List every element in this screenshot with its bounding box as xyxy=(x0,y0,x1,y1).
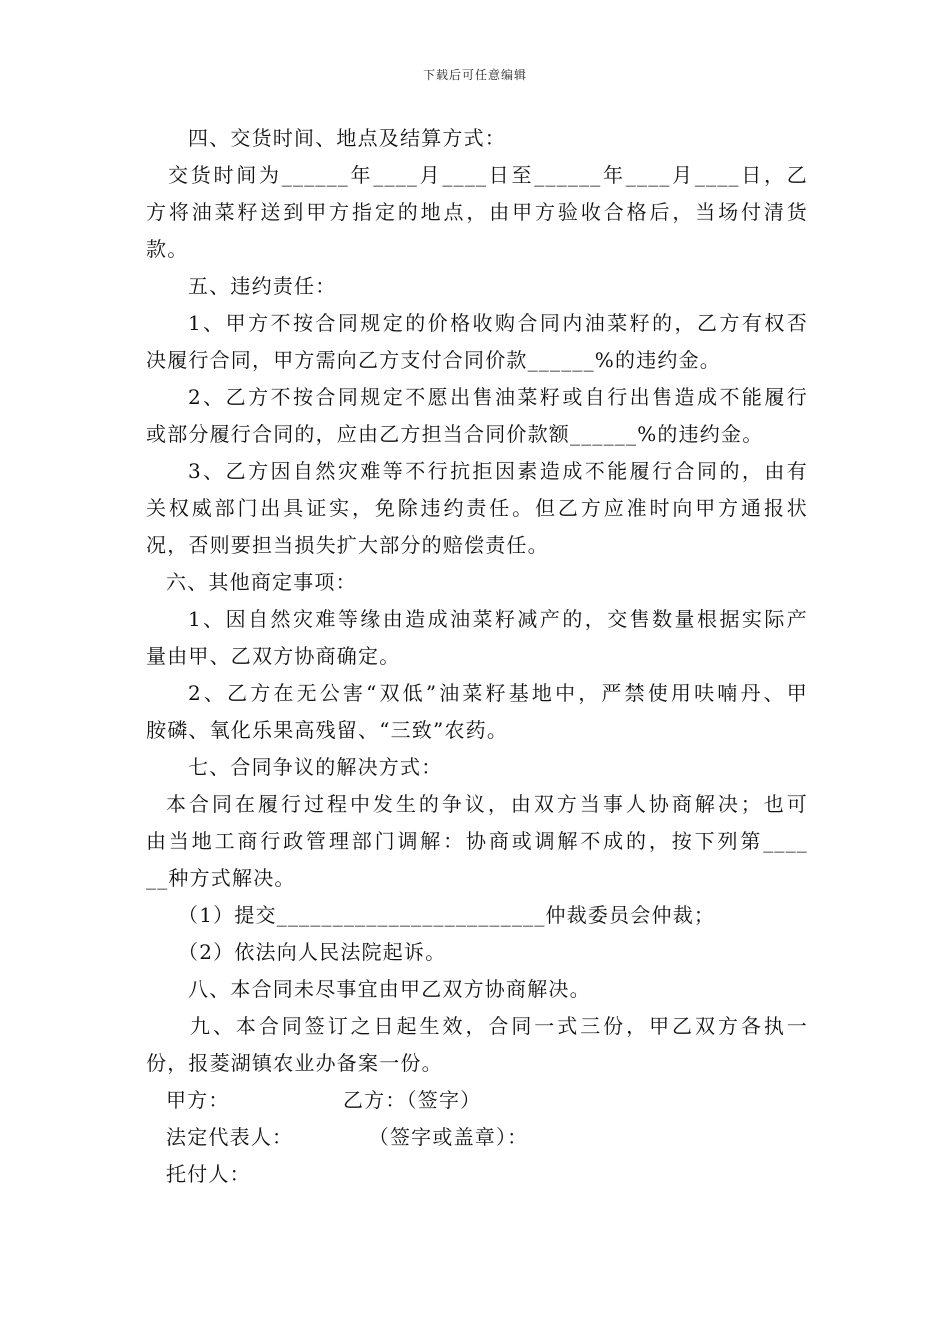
section-5-heading: 五、违约责任： xyxy=(188,274,337,298)
paragraph-line: 1、甲方不按合同规定的价格收购合同内油菜籽的，乙方有权否 xyxy=(188,311,808,335)
paragraph-line: 关权威部门出具证实，免除违约责任。但乙方应准时向甲方通报状 xyxy=(146,496,808,520)
paragraph-line: （1）提交________________________仲裁委员会仲裁； xyxy=(178,903,716,927)
paragraph-line: 由当地工商行政管理部门调解：协商或调解不成的，按下列第____ xyxy=(146,829,808,853)
paragraph-line: 2、乙方在无公害“双低”油菜籽基地中，严禁使用呋喃丹、甲 xyxy=(188,681,808,705)
paragraph-line: 本合同在履行过程中发生的争议，由双方当事人协商解决；也可 xyxy=(166,792,808,816)
paragraph-line: 款。 xyxy=(146,237,189,261)
paragraph-line: 方将油菜籽送到甲方指定的地点，由甲方验收合格后，当场付清货 xyxy=(146,200,808,224)
signature-line-representative: 法定代表人： （签字或盖章）： xyxy=(166,1125,529,1149)
paragraph-line: 决履行合同，甲方需向乙方支付合同价款______%的违约金。 xyxy=(146,348,722,372)
paragraph-line: 或部分履行合同的，应由乙方担当合同价款额______%的违约金。 xyxy=(146,422,764,446)
paragraph-line: __种方式解决。 xyxy=(146,866,296,890)
signature-line-parties: 甲方： 乙方：（签字） xyxy=(166,1088,482,1112)
section-7-heading: 七、合同争议的解决方式： xyxy=(188,755,443,779)
page-header: 下载后可任意编辑 xyxy=(422,68,527,82)
paragraph-line: 交货时间为______年____月____日至______年____月____日，乙 xyxy=(168,163,808,187)
paragraph-line: 胺磷、氧化乐果高残留、“三致”农药。 xyxy=(146,718,509,742)
paragraph-line: 况，否则要担当损失扩大部分的赔偿责任。 xyxy=(146,533,549,557)
paragraph-line: 1、因自然灾难等缘由造成油菜籽减产的，交售数量根据实际产 xyxy=(188,607,808,631)
paragraph-line: 3、乙方因自然灾难等不行抗拒因素造成不能履行合同的，由有 xyxy=(188,459,808,483)
signature-line-agent: 托付人： xyxy=(166,1162,251,1186)
paragraph-line: 量由甲、乙双方协商确定。 xyxy=(146,644,401,668)
paragraph-line: 份，报菱湖镇农业办备案一份。 xyxy=(146,1051,443,1075)
section-8-heading: 八、本合同未尽事宜由甲乙双方协商解决。 xyxy=(188,977,591,1001)
paragraph-line: 2、乙方不按合同规定不愿出售油菜籽或自行出售造成不能履行 xyxy=(188,385,808,409)
section-4-heading: 四、交货时间、地点及结算方式： xyxy=(188,126,506,150)
section-6-heading: 六、其他商定事项： xyxy=(166,570,357,594)
section-9-heading: 九、本合同签订之日起生效，合同一式三份，甲乙双方各执一 xyxy=(190,1014,808,1038)
paragraph-line: （2）依法向人民法院起诉。 xyxy=(178,940,447,964)
